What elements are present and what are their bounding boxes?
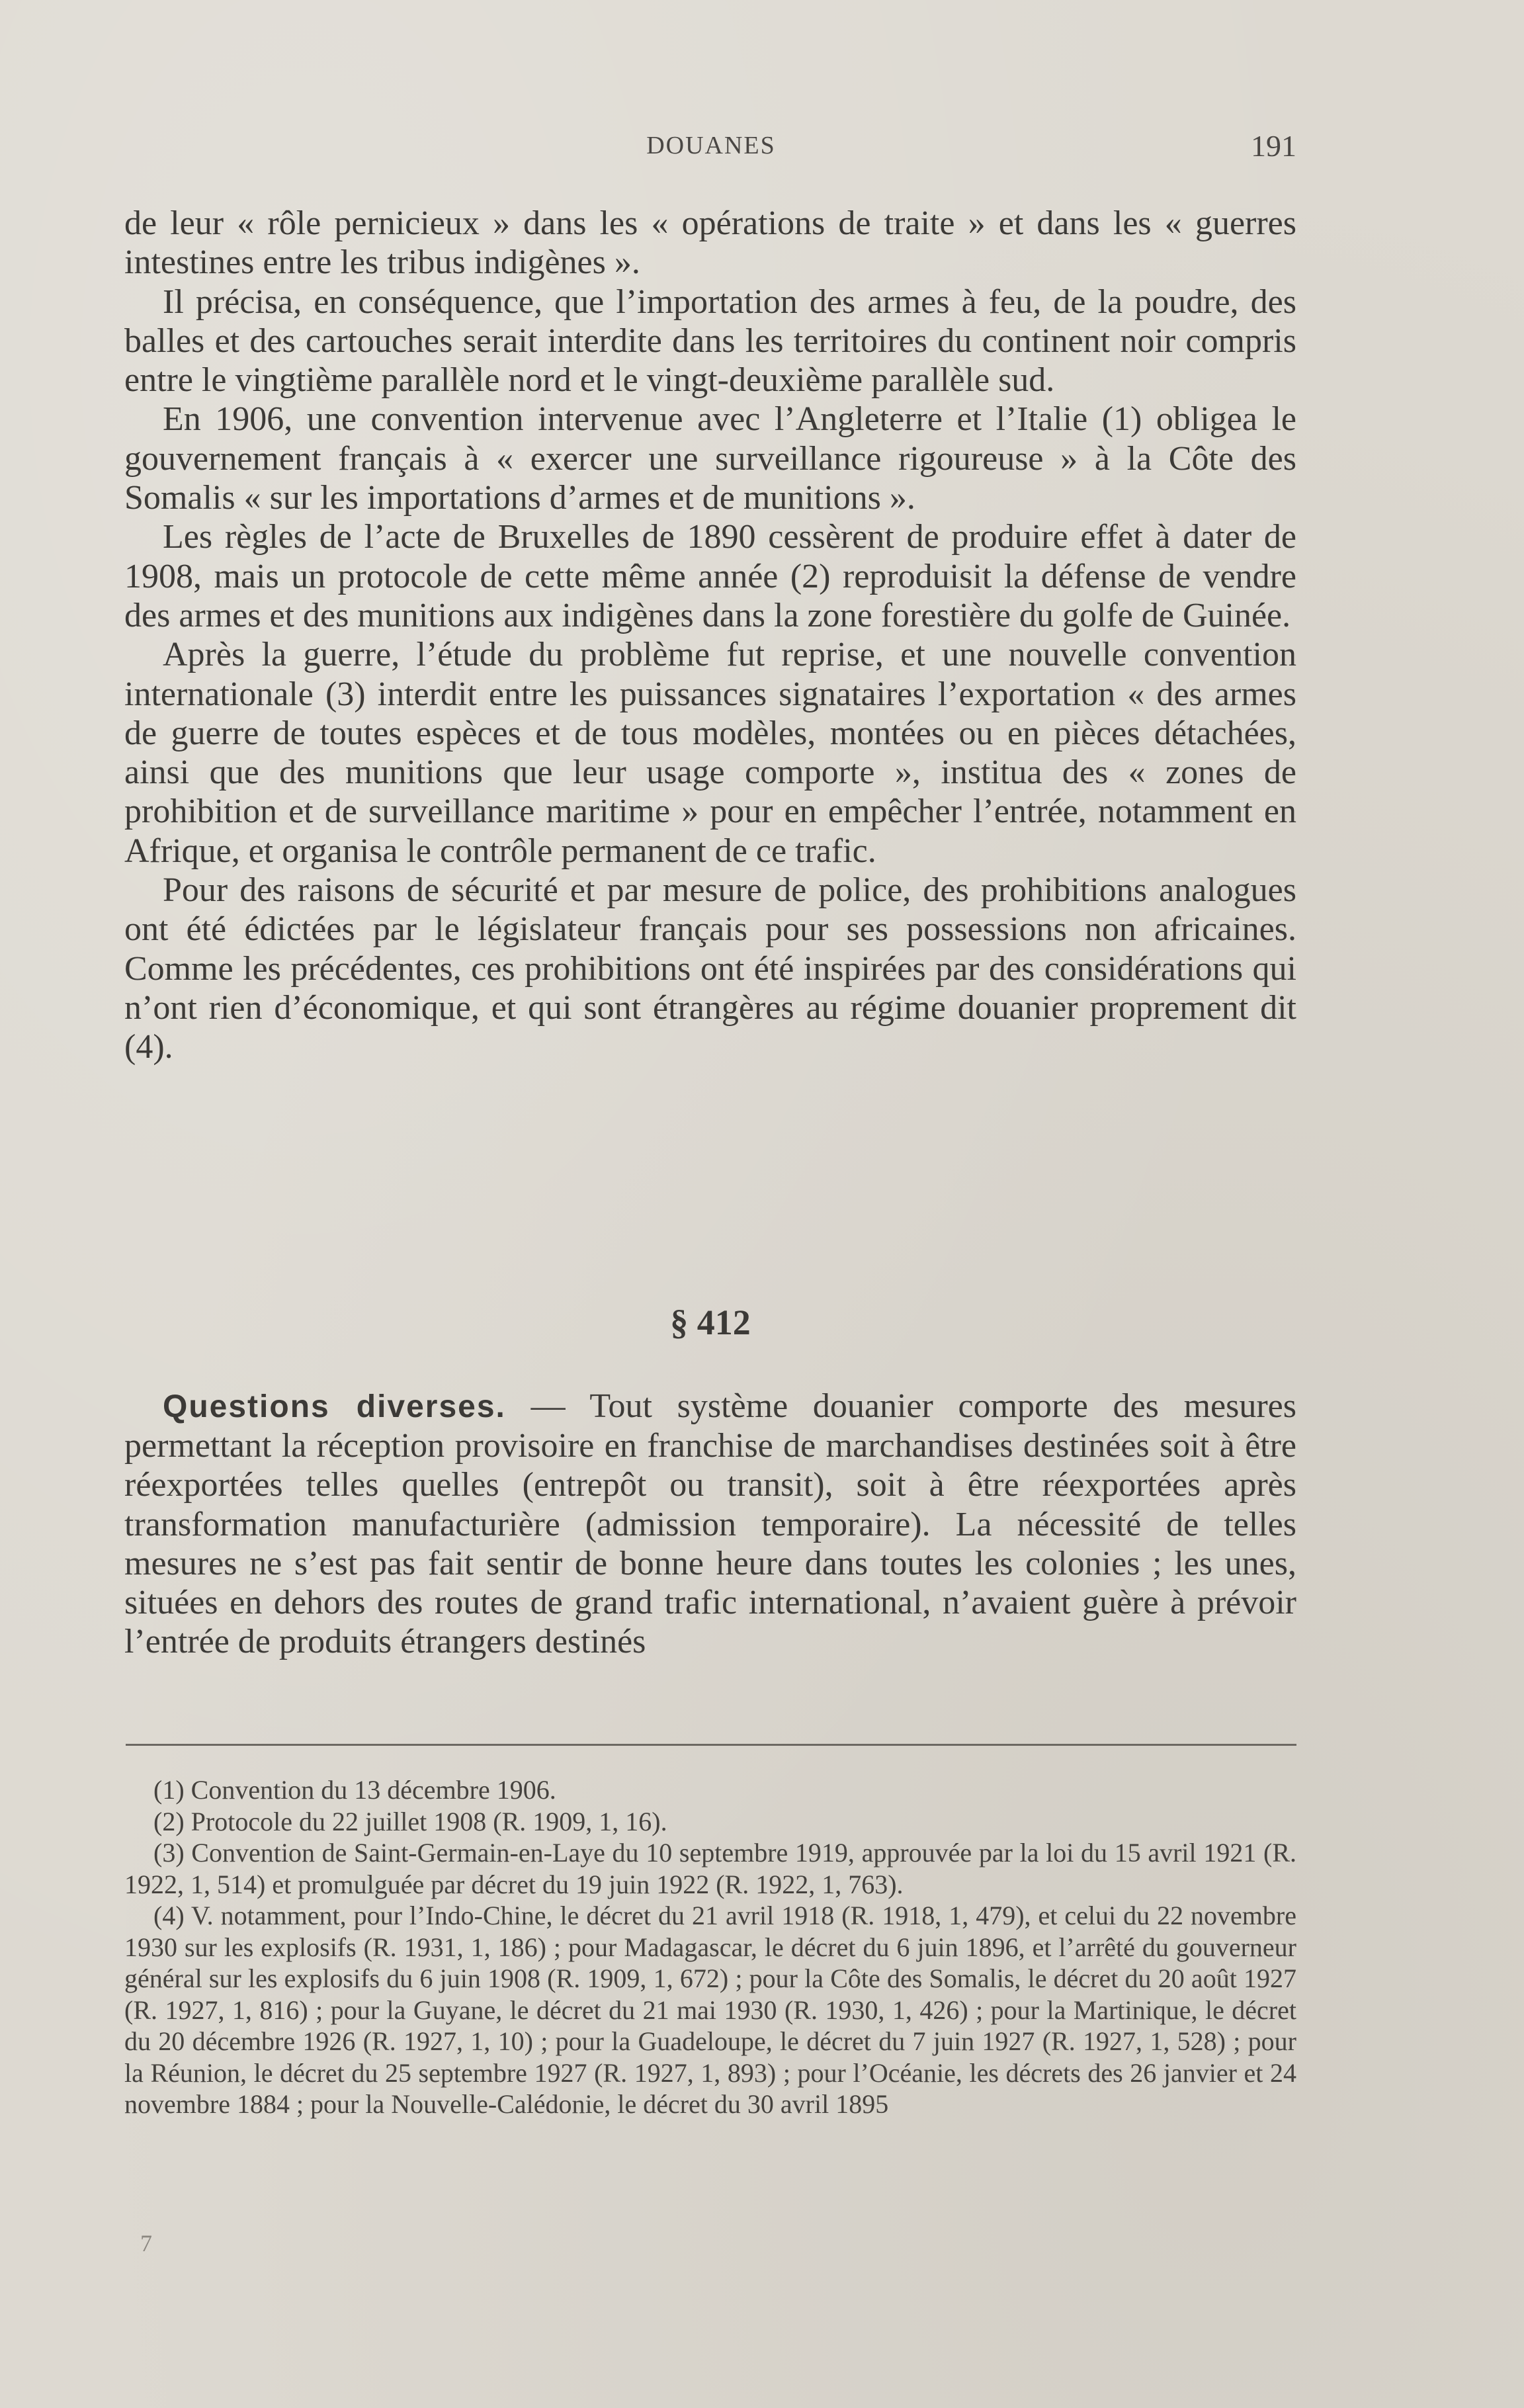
paragraph: Pour des raisons de sécurité et par mesure de police, des prohibitions analogues ont été édictées par le législateur français pour ses possessions non africaines. Comme les précédentes, ces prohibitions ont été inspirées par des considérations qui n’ont rien d’économique, et qui sont étrangères au régime douanier proprement dit (4). <box>124 871 1296 1066</box>
page-number: 191 <box>1251 129 1296 163</box>
paragraph: En 1906, une convention intervenue avec l’Angleterre et l’Italie (1) obligea le gouvernement français à « exercer une surveillance rigoureuse » à la Côte des Somalis « sur les importations d’armes et de munitions ». <box>124 400 1296 517</box>
footnote-rule <box>126 1744 1296 1746</box>
body-text <box>124 204 1296 1067</box>
section-title: Questions diverses. <box>163 1389 506 1424</box>
paragraph: Après la guerre, l’étude du problème fut reprise, et une nouvelle convention internationale (3) interdit entre les puissances signataires l’exportation « des armes de guerre de toutes espèces et de tous modèles, montées ou en pièces détachées, ainsi que des munitions que leur usage comporte », institua des « zones de prohibition et de surveillance maritime » pour en empêcher l’entrée, notamment en Afrique, et organisa le contrôle permanent de ce trafic. <box>124 636 1296 870</box>
running-head: DOUANES <box>646 132 776 159</box>
section-paragraph <box>124 1387 1296 1661</box>
footnote: (1) Convention du 13 décembre 1906. <box>153 1775 556 1805</box>
paragraph: Les règles de l’acte de Bruxelles de 1890 cessèrent de produire effet à dater de 1908, mais un protocole de cette même année (2) reproduisit la défense de vendre des armes et des munitions aux indigènes dans la zone forestière du golfe de Guinée. <box>124 518 1296 634</box>
paragraph: de leur « rôle pernicieux » dans les « opérations de traite » et dans les « guerres intestines entre les tribus indigènes ». <box>124 204 1296 282</box>
footnote: (4) V. notamment, pour l’Indo-Chine, le décret du 21 avril 1918 (R. 1918, 1, 479), et celui du 22 novembre 1930 sur les explosifs (R. 1931, 1, 186) ; pour Madagascar, le décret du 6 juin 1896, et l’arrêté du gouverneur général sur les explosifs du 6 juin 1908 (R. 1909, 1, 672) ; pour la Côte des Somalis, le décret du 20 août 1927 (R. 1927, 1, 816) ; pour la Guyane, le décret du 21 mai 1930 (R. 1930, 1, 426) ; pour la Martinique, le décret du 20 décembre 1926 (R. 1927, 1, 10) ; pour la Guadeloupe, le décret du 7 juin 1927 (R. 1927, 1, 528) ; pour la Réunion, le décret du 25 septembre 1927 (R. 1927, 1, 893) ; pour l’Océanie, les décrets des 26 janvier et 24 novembre 1884 ; pour la Nouvelle-Calédonie, le décret du 30 avril 1895 <box>124 1901 1296 2119</box>
section-body: — Tout système douanier comporte des mesures permettant la réception provisoire en franchise de marchandises destinées soit à être réexportées telles quelles (entrepôt ou transit), soit à être réexportées après transformation manufacturière (admission temporaire). La nécessité de telles mesures ne s’est pas fait sentir de bonne heure dans toutes les colonies ; les unes, situées en dehors des routes de grand trafic international, n’avaient guère à prévoir l’entrée de produits étrangers destinés <box>124 1387 1296 1661</box>
footnote: (2) Protocole du 22 juillet 1908 (R. 1909, 1, 16). <box>153 1806 667 1836</box>
section-text <box>124 1387 1296 1661</box>
signature-mark: 7 <box>140 2230 152 2257</box>
page-header <box>126 131 1296 171</box>
footnotes <box>124 1774 1296 2120</box>
paragraph: Il précisa, en conséquence, que l’importation des armes à feu, de la poudre, des balles et des cartouches serait interdite dans les territoires du continent noir compris entre le vingtième parallèle nord et le vingt-deuxième parallèle sud. <box>124 282 1296 400</box>
footnote: (3) Convention de Saint-Germain-en-Laye du 10 septembre 1919, approuvée par la loi du 15 avril 1921 (R. 1922, 1, 514) et promulguée par décret du 19 juin 1922 (R. 1922, 1, 763). <box>124 1838 1296 1899</box>
section-number: § 412 <box>670 1303 751 1342</box>
